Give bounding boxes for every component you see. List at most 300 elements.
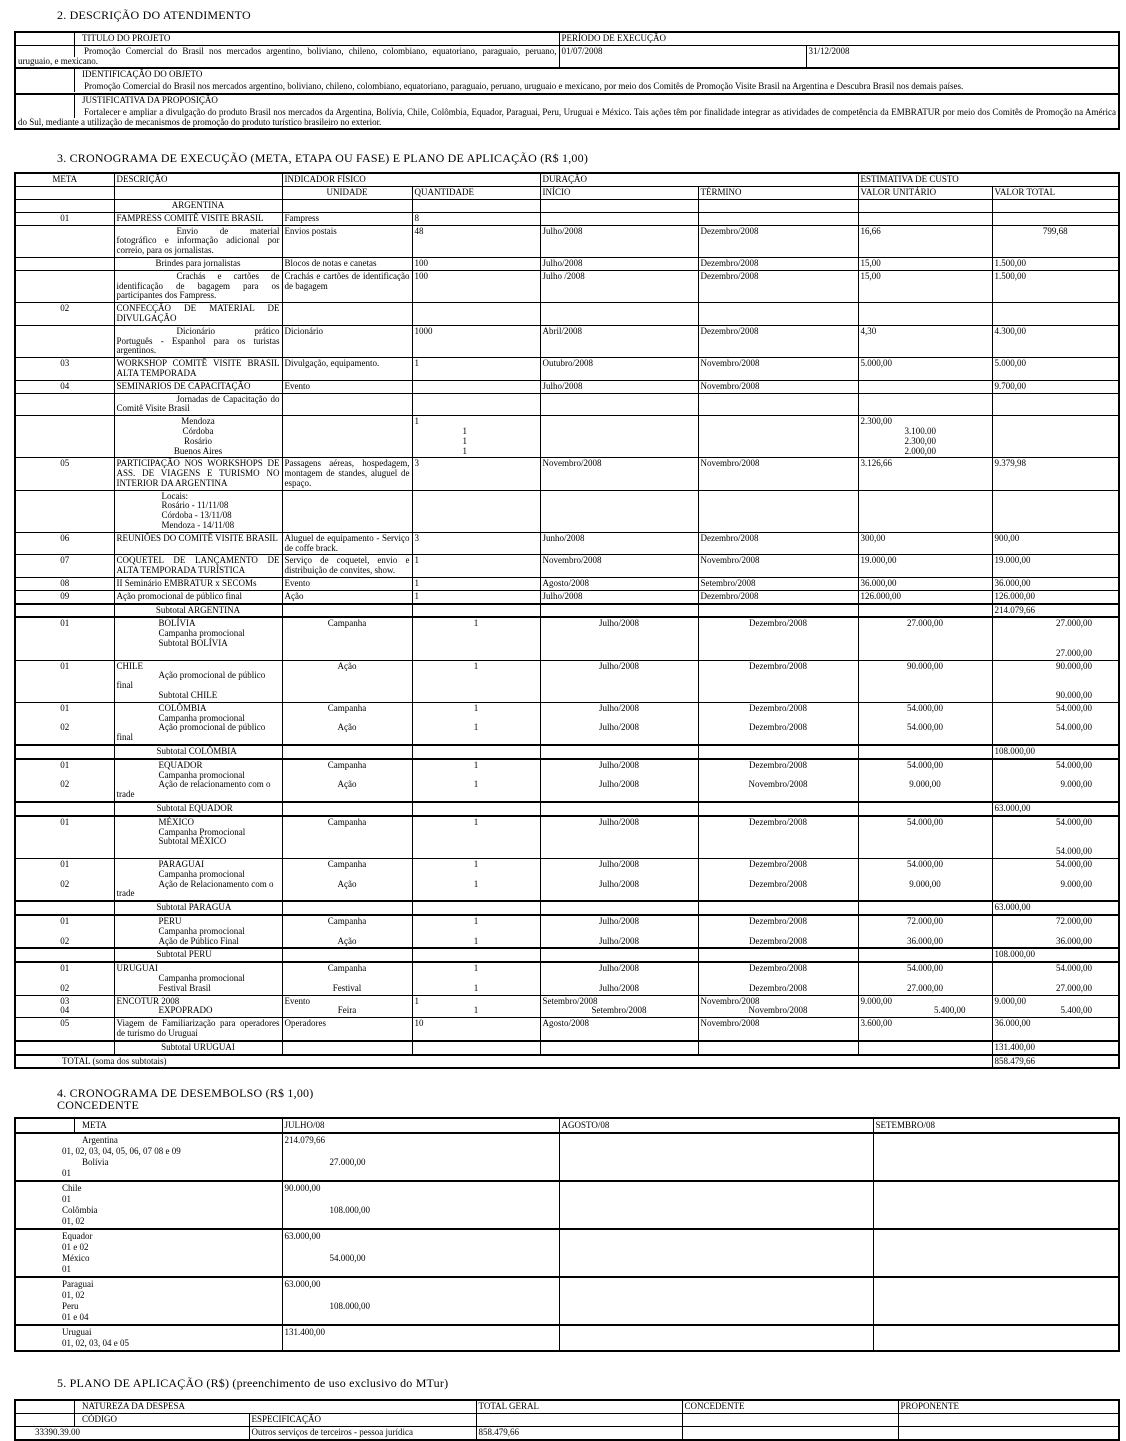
cell: Junho/2008 xyxy=(540,532,698,555)
cell: 9.379,98 xyxy=(992,458,1119,490)
cell xyxy=(15,858,114,901)
cell: 1 xyxy=(412,590,540,603)
cell-line: 9.000,00 xyxy=(909,878,941,889)
cell xyxy=(698,759,858,802)
cell xyxy=(412,802,540,816)
cell xyxy=(540,303,698,326)
table-row xyxy=(15,458,1119,490)
cell xyxy=(412,915,540,948)
cell-line: Subtotal CHILE xyxy=(158,690,218,701)
cell-line: 2.300,00 xyxy=(860,416,893,427)
cell xyxy=(559,1325,873,1351)
cell xyxy=(540,604,698,618)
cell xyxy=(114,858,282,901)
cell-line: 01 xyxy=(60,915,70,926)
cell: Agosto/2008 xyxy=(540,1018,698,1041)
cell: Evento xyxy=(282,578,412,591)
cell xyxy=(698,416,858,458)
cell: 799,68 xyxy=(992,225,1119,257)
cell xyxy=(114,759,282,802)
cell xyxy=(282,1181,559,1229)
section3-title: 3. CRONOGRAMA DE EXECUÇÃO (META, ETAPA OU FASE) E PLANO DE APLICAÇÃO (R$ 1,00) xyxy=(57,151,589,166)
justificativa-label: JUSTIFICATIVA DA PROPOSIÇÃO xyxy=(15,94,1119,107)
col-header-termino: TÉRMINO xyxy=(698,187,858,200)
cell xyxy=(992,199,1119,212)
cell: Novembro/2008 xyxy=(698,555,858,578)
cell: 36.000,00 xyxy=(992,1018,1119,1041)
cell-line: Novembro/2008 xyxy=(748,779,808,790)
empty-cell xyxy=(682,1426,898,1439)
cell-line: 1 xyxy=(473,722,479,733)
cell-line: Uruguai xyxy=(62,1327,92,1338)
cell xyxy=(858,380,992,393)
cell-line: México xyxy=(62,1253,90,1264)
cell-line: Campanha xyxy=(327,759,367,770)
cell-line: Julho/2008 xyxy=(599,878,640,889)
cell: 15,00 xyxy=(858,270,992,302)
cell-line: Festival xyxy=(332,982,362,993)
cell xyxy=(282,393,412,416)
cell xyxy=(15,325,114,357)
cell-line xyxy=(117,847,280,857)
cell-line: Dezembro/2008 xyxy=(749,878,808,889)
col-header-unidade: UNIDADE xyxy=(282,187,412,200)
cell: 08 xyxy=(15,578,114,591)
cell-line: 01, 02, 03, 04 e 05 xyxy=(62,1338,129,1349)
cell-line: 01, 02 xyxy=(62,1216,85,1227)
cell-line: 54.000,00 xyxy=(329,1253,366,1264)
cell: 63.000,00 xyxy=(992,901,1119,915)
cell-line: 214.079,66 xyxy=(284,1135,325,1146)
cell-line: Dezembro/2008 xyxy=(749,915,808,926)
cell: Dicionário prático Português - Espanhol para os turistas argentinos. xyxy=(114,325,282,357)
cell: 5.000,00 xyxy=(992,358,1119,381)
cell-line xyxy=(285,1264,557,1275)
cell xyxy=(282,962,412,995)
cell: Aluguel de equipamento - Serviço de coffe brack. xyxy=(282,532,412,555)
cell-line: Campanha xyxy=(327,702,367,713)
cell: 48 xyxy=(412,225,540,257)
cell-line: CHILE xyxy=(116,660,143,671)
section2-title: 2. DESCRIÇÃO DO ATENDIMENTO xyxy=(57,8,251,22)
titulo-projeto-label: TITULO DO PROJETO xyxy=(15,32,559,45)
cell-line: 1 xyxy=(473,915,479,926)
table-row xyxy=(15,380,1119,393)
cell xyxy=(15,1277,282,1325)
cell-line: 1 xyxy=(473,702,479,713)
cell xyxy=(282,901,412,915)
cell: Passagens aéreas, hospedagem, montagem de standes, aluguel de espaço. xyxy=(282,458,412,490)
cell: 126.000,00 xyxy=(858,590,992,603)
cell-line: Setembro/2008 xyxy=(542,995,598,1006)
cell-line: 04 xyxy=(60,1005,70,1016)
section4-title xyxy=(57,1087,1118,1111)
cell-line xyxy=(285,1194,557,1205)
cell xyxy=(282,1229,559,1277)
table-row xyxy=(15,45,1119,68)
cell xyxy=(114,962,282,995)
table-row xyxy=(15,660,1119,702)
cell-line: 1 xyxy=(473,759,479,770)
cell-line: 54.000,00 xyxy=(1056,846,1093,857)
cell-line: 9.000,00 xyxy=(994,995,1027,1006)
cell-line: 1 xyxy=(462,425,467,436)
cell xyxy=(698,995,858,1018)
cell-line: COLÔMBIA xyxy=(158,702,207,713)
cell-line: Córdoba - 13/11/08 xyxy=(161,510,232,521)
cell xyxy=(540,199,698,212)
cell xyxy=(282,915,412,948)
cell xyxy=(15,1325,282,1351)
cell: 3 xyxy=(412,458,540,490)
cell-line: trade xyxy=(116,789,135,800)
cell-line: trade xyxy=(116,888,135,899)
cell: 90.000,00 xyxy=(858,660,992,702)
cell xyxy=(698,303,858,326)
cell xyxy=(698,212,858,225)
cell-line: URUGUAI xyxy=(116,963,158,974)
especificacao-value: Outros serviços de terceiros - pessoa jurídica xyxy=(249,1426,476,1439)
justificativa-value: Fortalecer e ampliar a divulgação do produto Brasil nos mercados da Argentina, Bolívia, Chile, Colômbia, Equador, Paraguai, Peru, Uruguai e México. Tais ações têm por finalidade integrar as atividades de competência da EMBRATUR por meio dos Comitês de Promoção na América do Sul, mediante a utilização de mecanismos de promoção do produto turístico brasileiro no exterior. xyxy=(15,107,1119,130)
cell-line: 02 xyxy=(60,935,70,946)
cell-line: final xyxy=(116,732,133,743)
cell: 1 xyxy=(412,358,540,381)
cell xyxy=(559,1181,873,1229)
cell xyxy=(858,745,992,759)
cell xyxy=(412,858,540,901)
cell-line: 1 xyxy=(473,779,479,790)
cell xyxy=(282,1041,412,1055)
cronograma-desembolso-table xyxy=(14,1117,1120,1352)
cell: 1 xyxy=(412,617,540,660)
cell xyxy=(858,393,992,416)
cell: 36.000,00 xyxy=(858,578,992,591)
cell: TOTAL (soma dos subtotais) xyxy=(15,1055,992,1069)
cell xyxy=(114,816,282,859)
cell-line: EXPOPRADO xyxy=(158,1005,213,1016)
col-header-valor-total: VALOR TOTAL xyxy=(992,187,1119,200)
col-header-duracao: DURAÇÃO xyxy=(540,173,858,186)
cell-line: Dezembro/2008 xyxy=(749,858,808,869)
cell-line: Locais: xyxy=(161,490,188,501)
cell xyxy=(15,759,114,802)
cell xyxy=(858,416,992,458)
cell: Subtotal URUGUAI xyxy=(114,1041,282,1055)
table-row xyxy=(15,1018,1119,1041)
cell xyxy=(282,416,412,458)
empty-cell xyxy=(15,187,114,200)
cell-line: Julho/2008 xyxy=(599,858,640,869)
cell xyxy=(282,995,412,1018)
cell-line: Argentina xyxy=(82,1135,118,1146)
cell-line: Campanha Promocional xyxy=(158,826,246,837)
cell-line: Ação de Público Final xyxy=(158,935,239,946)
empty-cell xyxy=(476,1414,682,1427)
section2-table xyxy=(14,31,1120,130)
cell xyxy=(15,802,114,816)
identificacao-objeto-label: IDENTIFICAÇÃO DO OBJETO xyxy=(15,68,1119,81)
cell-line: Chile xyxy=(62,1183,82,1194)
cell xyxy=(698,604,858,618)
cell xyxy=(15,901,114,915)
cell xyxy=(282,702,412,745)
table-row xyxy=(15,555,1119,578)
cell-line xyxy=(995,629,1117,639)
cell-line xyxy=(995,828,1117,838)
table-row xyxy=(15,68,1119,81)
table-row xyxy=(15,94,1119,107)
table-header-row xyxy=(15,1414,1119,1427)
cell-line: 01 xyxy=(60,858,70,869)
cell-line: MÉXICO xyxy=(158,816,194,827)
cell-line: 36.000,00 xyxy=(907,935,944,946)
cell-line: Campanha promocional xyxy=(158,628,245,639)
cell xyxy=(114,702,282,745)
col-header-valor-unitario: VALOR UNITÁRIO xyxy=(858,187,992,200)
cell: Julho/2008 xyxy=(540,380,698,393)
cell-line: Paraguai xyxy=(62,1279,94,1290)
cell-line: 54.000,00 xyxy=(1056,816,1093,827)
cell-line: 54.000,00 xyxy=(907,759,944,770)
cell: Dezembro/2008 xyxy=(698,532,858,555)
cell-line: 1 xyxy=(462,435,467,446)
cell: Novembro/2008 xyxy=(698,458,858,490)
cell-line: Subtotal BOLÍVIA xyxy=(158,638,228,649)
cell: 06 xyxy=(15,532,114,555)
periodo-inicio-value: 01/07/2008 xyxy=(559,45,806,68)
cell xyxy=(540,1041,698,1055)
cell-line: Campanha promocional xyxy=(158,925,245,936)
cell xyxy=(412,303,540,326)
cell-line: Campanha promocional xyxy=(158,712,245,723)
cell xyxy=(114,660,282,702)
cell-line: 36.000,00 xyxy=(1056,935,1093,946)
table-row xyxy=(15,1181,1119,1229)
cell: 36.000,00 xyxy=(992,578,1119,591)
cell: 126.000,00 xyxy=(992,590,1119,603)
col-header-estimativa-custo: ESTIMATIVA DE CUSTO xyxy=(858,173,1119,186)
cell-line: Campanha promocional xyxy=(158,972,245,983)
cell-line: Bolívia xyxy=(82,1157,109,1168)
cell: Subtotal EQUADOR xyxy=(114,802,282,816)
section4-title-line2: CONCEDENTE xyxy=(57,1098,139,1113)
cell-line: 1 xyxy=(473,963,479,974)
cell-line: EQUADOR xyxy=(158,759,203,770)
cell xyxy=(698,915,858,948)
cell-line xyxy=(285,1216,557,1227)
cell: Blocos de notas e canetas xyxy=(282,257,412,270)
cell-line: Campanha xyxy=(327,963,367,974)
cell: 100 xyxy=(412,270,540,302)
cell xyxy=(858,901,992,915)
col-header-descricao: DESCRIÇÃO xyxy=(114,173,282,186)
cell: 1 xyxy=(412,578,540,591)
table-row xyxy=(15,702,1119,745)
cell: 100 xyxy=(412,257,540,270)
cell-line: 1 xyxy=(414,416,419,427)
cell: 900,00 xyxy=(992,532,1119,555)
cell: 01 xyxy=(15,617,114,660)
cell-line: 01, 02, 03, 04, 05, 06, 07 08 e 09 xyxy=(62,1146,181,1157)
cell-line: Dezembro/2008 xyxy=(749,759,808,770)
cell xyxy=(282,199,412,212)
cell xyxy=(412,604,540,618)
cell: COQUETEL DE LANÇAMENTO DE ALTA TEMPORADA TURÍSTICA xyxy=(114,555,282,578)
col-header-indicador-fisico: INDICADOR FÍSICO xyxy=(282,173,540,186)
cell xyxy=(992,617,1119,660)
cell-line: Ação de relacionamento com o xyxy=(158,779,271,790)
cell-line: Julho/2008 xyxy=(599,963,640,974)
cell xyxy=(412,1041,540,1055)
cell-line: Dezembro/2008 xyxy=(749,963,808,974)
col-header-agosto: AGOSTO/08 xyxy=(559,1118,873,1133)
cell-line: 90.000,00 xyxy=(284,1183,321,1194)
cell: 15,00 xyxy=(858,257,992,270)
cell-line: 54.000,00 xyxy=(1056,702,1093,713)
cell: Setembro/2008 xyxy=(698,578,858,591)
cell xyxy=(540,745,698,759)
cell-line: 02 xyxy=(60,982,70,993)
cell-line xyxy=(285,1242,557,1253)
cell: Julho/2008 xyxy=(540,590,698,603)
cell-line: 01 xyxy=(60,963,70,974)
cell: 27.000,00 xyxy=(858,617,992,660)
cell xyxy=(15,490,114,532)
cell xyxy=(15,199,114,212)
cell-line: 1 xyxy=(414,995,419,1006)
cell xyxy=(412,490,540,532)
cell-line: 01 xyxy=(62,1194,71,1205)
cell xyxy=(282,745,412,759)
cell-line xyxy=(117,649,280,659)
cell xyxy=(15,393,114,416)
table-row xyxy=(15,257,1119,270)
cell xyxy=(412,745,540,759)
cell: 3.126,66 xyxy=(858,458,992,490)
cell-line: BOLÍVIA xyxy=(158,618,196,629)
cell: Dezembro/2008 xyxy=(698,325,858,357)
cell: WORKSHOP COMITÊ VISITE BRASIL ALTA TEMPORADA xyxy=(114,358,282,381)
cell: 1 xyxy=(412,660,540,702)
cell: Ação xyxy=(282,660,412,702)
table-row xyxy=(15,802,1119,816)
cell xyxy=(698,199,858,212)
cell: 1.500,00 xyxy=(992,270,1119,302)
cell: Crachás e cartões de identificação de bagagem xyxy=(282,270,412,302)
cell: Serviço de coquetel, envio e distribuição de convites, show. xyxy=(282,555,412,578)
cell-line: Subtotal MÉXICO xyxy=(158,836,227,847)
cell xyxy=(858,802,992,816)
table-header-row xyxy=(15,173,1119,186)
cell-line: Rosário - 11/11/08 xyxy=(161,500,229,511)
col-header-setembro: SETEMBRO/08 xyxy=(873,1118,1119,1133)
cell xyxy=(114,915,282,948)
cell-line: Rosário xyxy=(184,435,212,446)
cell-line: 1 xyxy=(473,858,479,869)
cell: 01 xyxy=(15,816,114,859)
cell-line: Ação promocional de público xyxy=(158,722,266,733)
cell-line: 54.000,00 xyxy=(1056,759,1093,770)
table-row xyxy=(15,303,1119,326)
table-row xyxy=(15,416,1119,458)
cell xyxy=(992,393,1119,416)
cell: 131.400,00 xyxy=(282,1325,559,1351)
cell-line: 03 xyxy=(60,995,70,1006)
cell xyxy=(559,1133,873,1181)
cell-line: 54.000,00 xyxy=(907,858,944,869)
cell: 3 xyxy=(412,532,540,555)
cell-line: Julho/2008 xyxy=(599,759,640,770)
periodo-execucao-label: PERÍODO DE EXECUÇÃO xyxy=(559,32,1119,45)
table-row xyxy=(15,1277,1119,1325)
cell-line: 54.000,00 xyxy=(1056,858,1093,869)
table-row xyxy=(15,1229,1119,1277)
table-row xyxy=(15,901,1119,915)
cell xyxy=(858,212,992,225)
cell xyxy=(15,225,114,257)
cell: CONFECÇÃO DE MATERIAL DE DIVULGAÇÃO xyxy=(114,303,282,326)
cell: Outubro/2008 xyxy=(540,358,698,381)
cell xyxy=(992,759,1119,802)
col-header-inicio: INÍCIO xyxy=(540,187,698,200)
cell-line xyxy=(995,771,1117,781)
cell: II Seminário EMBRATUR x SECOMs xyxy=(114,578,282,591)
col-header-total-geral: TOTAL GERAL xyxy=(476,1400,682,1413)
cell: Julho/2008 xyxy=(540,816,698,859)
cell xyxy=(698,393,858,416)
cell xyxy=(992,816,1119,859)
cell xyxy=(858,303,992,326)
cell-line: Buenos Aires xyxy=(173,445,223,456)
cell-line: Campanha promocional xyxy=(158,868,245,879)
cell xyxy=(698,962,858,995)
cell: Abril/2008 xyxy=(540,325,698,357)
cell xyxy=(540,858,698,901)
cell xyxy=(15,604,114,618)
cell-line: 54.000,00 xyxy=(907,963,944,974)
cell xyxy=(540,802,698,816)
cell: 54.000,00 xyxy=(858,816,992,859)
cell: Subtotal COLÔMBIA xyxy=(114,745,282,759)
table-row xyxy=(15,1055,1119,1069)
cell: SEMINARIOS DE CAPACITAÇÃO xyxy=(114,380,282,393)
cell xyxy=(698,858,858,901)
cell: Novembro/2008 xyxy=(698,380,858,393)
cell-line: Ação xyxy=(337,935,357,946)
cell xyxy=(858,199,992,212)
cell xyxy=(282,303,412,326)
cell: 8 xyxy=(412,212,540,225)
cell-line xyxy=(285,1168,557,1179)
cell xyxy=(559,1277,873,1325)
cell-line: 2.000,00 xyxy=(904,445,937,456)
cell-line: 01, 02 xyxy=(62,1290,85,1301)
table-row xyxy=(15,32,1119,45)
cell xyxy=(282,759,412,802)
cell: 4.300,00 xyxy=(992,325,1119,357)
cell-line: Mendoza xyxy=(181,416,215,427)
table-row xyxy=(15,962,1119,995)
cell xyxy=(858,948,992,962)
cell: Novembro/2008 xyxy=(698,358,858,381)
col-header-proponente: PROPONENTE xyxy=(898,1400,1119,1413)
cell xyxy=(992,995,1119,1018)
cell-line: 27.000,00 xyxy=(1056,982,1093,993)
cell-line: 9.000,00 xyxy=(1060,779,1093,790)
table-row xyxy=(15,532,1119,555)
cell-line: Peru xyxy=(62,1301,79,1312)
cell xyxy=(15,1181,282,1229)
